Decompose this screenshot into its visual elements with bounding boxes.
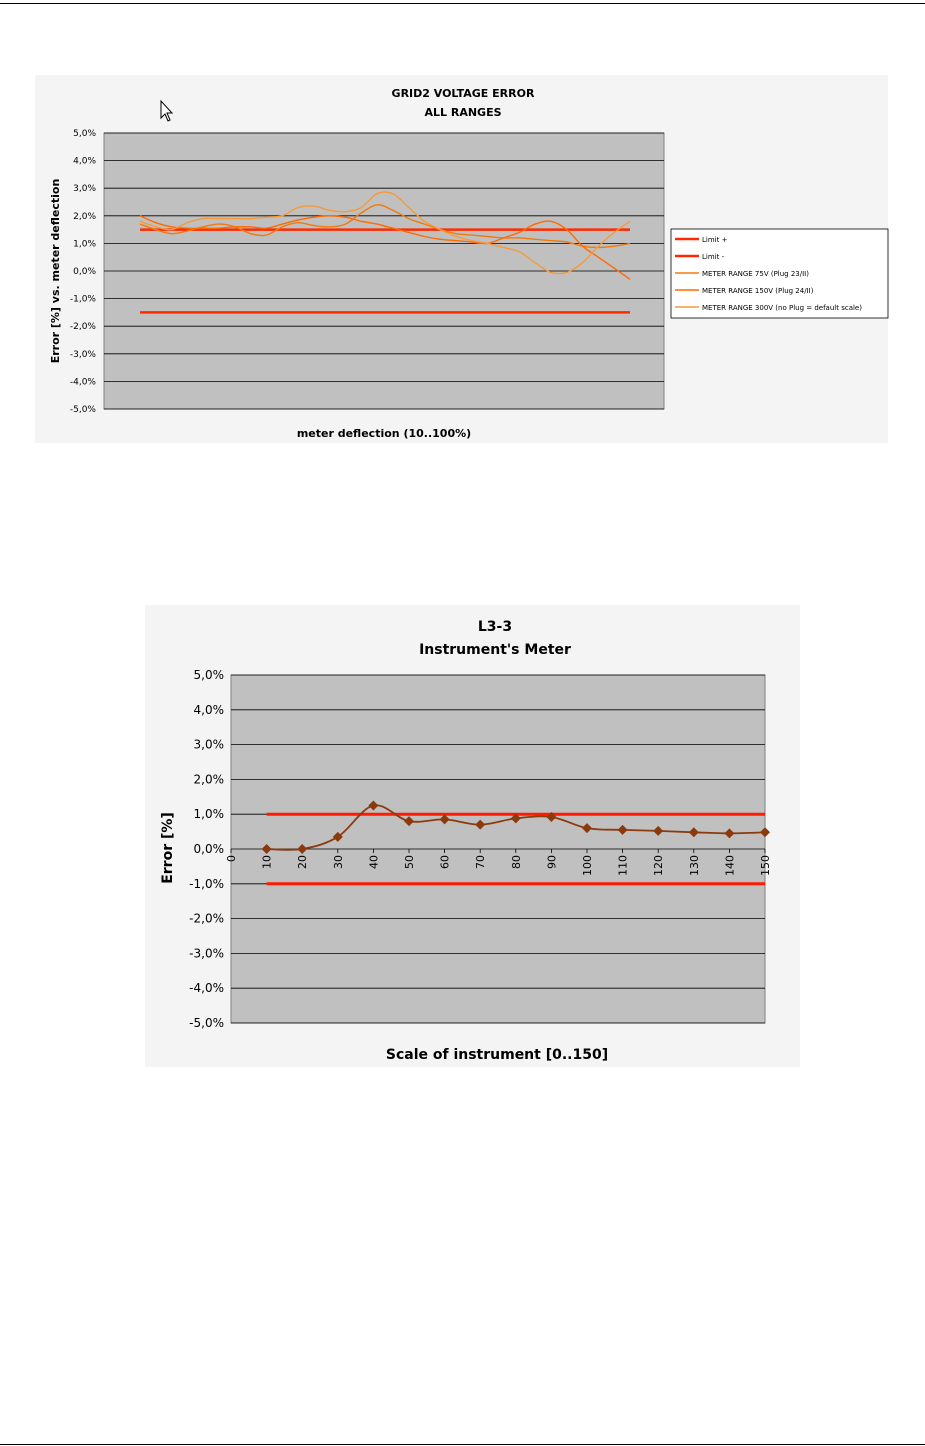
grid2-voltage-error-chart — [0, 75, 925, 445]
chart2-x-tick-label: 90 — [545, 855, 559, 869]
chart2-x-tick-label: 130 — [687, 855, 701, 876]
chart1-y-tick-label: 2,0% — [73, 211, 96, 222]
chart2-y-tick-label: 1,0% — [193, 807, 224, 822]
chart2-y-tick-label: -5,0% — [189, 1016, 224, 1030]
chart2-x-tick-label: 140 — [723, 855, 737, 876]
chart1-y-tick-label: 0,0% — [73, 267, 96, 277]
chart2-x-tick-label: 100 — [581, 855, 594, 876]
chart2-y-tick-label: -3,0% — [189, 946, 224, 961]
chart2-x-tick-label: 120 — [652, 855, 666, 876]
chart2-x-axis-label: Scale of instrument [0..150] — [385, 1047, 609, 1063]
chart1-y-tick-label: 4,0% — [73, 156, 96, 167]
chart2-y-axis-label: Error [%] — [160, 812, 176, 884]
chart1-y-axis-label: Error [%] vs. meter deflection — [49, 178, 62, 364]
page-footer-rule — [0, 1444, 925, 1445]
chart1-legend-entry: Limit + — [702, 236, 728, 244]
chart2-y-tick-label: -4,0% — [189, 981, 224, 996]
chart2-title: L3-3 — [477, 619, 513, 635]
chart1-y-tick-label: -5,0% — [69, 405, 96, 415]
chart2-x-tick-label: 60 — [438, 855, 452, 869]
chart2-y-tick-label: 4,0% — [193, 702, 224, 717]
chart1-subtitle: ALL RANGES — [424, 106, 502, 119]
chart2-y-tick-label: 0,0% — [193, 842, 224, 856]
chart2-x-tick-label: 50 — [403, 855, 416, 869]
chart2-y-tick-label: 3,0% — [193, 737, 224, 752]
chart2-x-tick-label: 20 — [296, 855, 310, 869]
chart2-y-tick-label: -2,0% — [189, 911, 224, 926]
chart1-y-tick-label: 5,0% — [73, 129, 96, 139]
chart2-x-tick-label: 110 — [616, 855, 630, 876]
chart1-y-tick-label: -2,0% — [69, 322, 96, 333]
chart1-y-tick-label: -3,0% — [69, 349, 96, 360]
chart2-x-tick-label: 70 — [474, 855, 488, 869]
chart2-x-tick-label: 80 — [509, 855, 523, 869]
chart2-y-tick-label: -1,0% — [189, 876, 224, 891]
chart2-x-tick-label: 0 — [225, 855, 238, 862]
chart1-y-tick-label: 3,0% — [73, 184, 96, 195]
chart2-y-tick-label: 2,0% — [193, 772, 224, 787]
l3-3-instrument-meter-chart — [0, 605, 925, 1070]
chart2-x-tick-label: 40 — [367, 855, 381, 869]
chart2-subtitle: Instrument's Meter — [419, 642, 571, 658]
page-header-rule — [0, 3, 925, 4]
chart1-legend-entry: METER RANGE 75V (Plug 23/II) — [702, 270, 809, 278]
chart1-y-tick-label: -1,0% — [69, 294, 96, 305]
chart2-x-tick-label: 150 — [759, 855, 772, 876]
chart1-y-tick-label: -4,0% — [69, 377, 96, 388]
chart1-title: GRID2 VOLTAGE ERROR — [391, 87, 535, 100]
chart1-x-axis-label: meter deflection (10..100%) — [296, 427, 472, 440]
chart2-x-tick-label: 30 — [331, 855, 345, 869]
chart1-legend-entry: Limit - — [702, 253, 725, 261]
chart1-y-tick-label: 1,0% — [73, 239, 96, 250]
chart1-legend-entry: METER RANGE 300V (no Plug = default scale) — [702, 304, 862, 312]
chart2-y-tick-label: 5,0% — [193, 668, 224, 682]
chart1-legend-entry: METER RANGE 150V (Plug 24/II) — [702, 287, 814, 295]
chart2-x-tick-label: 10 — [260, 855, 274, 869]
